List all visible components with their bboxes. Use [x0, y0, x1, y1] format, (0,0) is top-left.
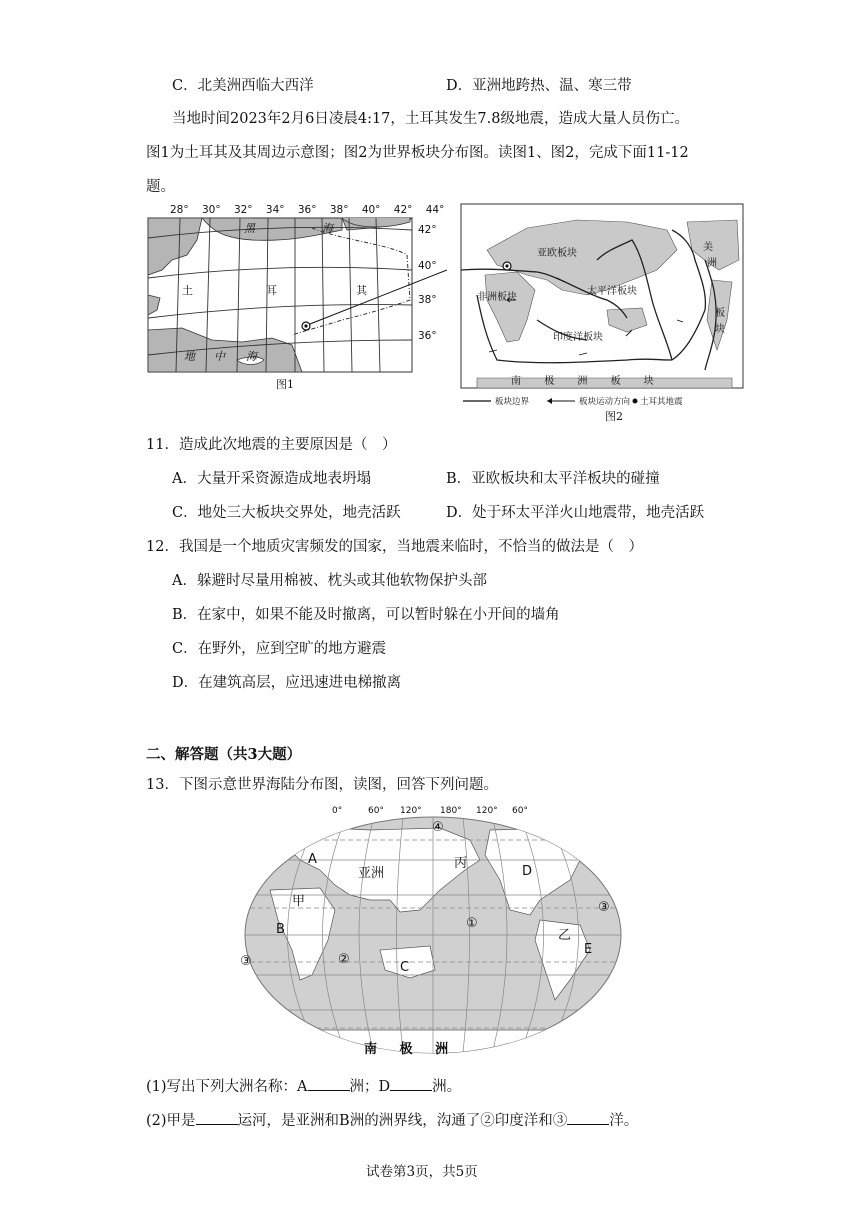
q11-stem: 11．造成此次地震的主要原因是（ ）: [146, 437, 397, 453]
fig1-country-2: 耳: [266, 284, 277, 297]
fig2-america-2: 洲: [707, 258, 717, 269]
fig2-antarctic-5: 块: [643, 376, 654, 387]
intro-line-3: 题。: [146, 179, 175, 195]
intro-line-2: 图1为土耳其及其周边示意图；图2为世界板块分布图。读图1、图2，完成下面11-12: [146, 145, 689, 161]
fig2-antarctic-4: 板: [610, 376, 621, 387]
fig1-lon-36: 36°: [297, 204, 317, 216]
fig1-black-sea-1: 黑: [244, 222, 255, 235]
fig1-lon-labels: [170, 204, 444, 216]
fig2-america-1: 美: [703, 242, 713, 253]
fig1-med-3: 海: [246, 350, 257, 363]
map-label-b: B: [276, 922, 285, 937]
fig2-african: 非洲板块: [477, 292, 517, 303]
fig2-legend-boundary: 板块边界: [495, 397, 530, 407]
fig1-med-2: 中: [214, 350, 225, 363]
map-lon-120: 120°: [400, 806, 422, 816]
q12-option-a[interactable]: A．躲避时尽量用棉被、枕头或其他软物保护头部: [172, 573, 487, 589]
q13-stem: 13．下图示意世界海陆分布图，读图，回答下列问题。: [146, 777, 498, 793]
q11-option-c[interactable]: C．地处三大板块交界处，地壳活跃: [172, 505, 401, 521]
q13-sub2-prefix: (2)甲是: [146, 1113, 196, 1129]
q13-sub2-blank-ocean[interactable]: [567, 1110, 609, 1125]
q12-stem: 12．我国是一个地质灾害频发的国家，当地震来临时，不恰当的做法是（ ）: [146, 539, 643, 555]
fig2-america-side-1: 板: [715, 308, 725, 319]
q12-option-b[interactable]: B．在家中，如果不能及时撤离，可以暂时躲在小开间的墙角: [172, 607, 560, 623]
figure-1-turkey-map: [142, 200, 447, 396]
fig2-america-top: [703, 240, 717, 272]
fig1-lon-38: 38°: [329, 204, 349, 216]
fig1-med-1: 地: [184, 350, 195, 363]
fig2-legend-quake: 土耳其地震: [640, 397, 683, 407]
map-label-asia: 亚洲: [358, 866, 385, 881]
fig1-lon-32: 32°: [233, 204, 253, 216]
fig2-caption: 图2: [605, 410, 623, 423]
map-antarctica-1: 南: [364, 1042, 378, 1057]
map-label-e: E: [584, 942, 593, 957]
intro-line-1: 当地时间2023年2月6日凌晨4:17，土耳其发生7.8级地震，造成大量人员伤亡。: [172, 111, 689, 127]
fig1-lat-40: 40°: [418, 260, 437, 272]
q13-sub1-blank-a[interactable]: [308, 1076, 350, 1091]
map-label-bing: 丙: [454, 856, 468, 871]
fig1-country-1: 土: [182, 284, 193, 297]
q13-sub1: [146, 1075, 461, 1096]
fig1-lon-44: 44°: [425, 204, 445, 216]
fig2-eurasian: 亚欧板块: [537, 248, 577, 259]
fig2-pacific: 太平洋板块: [587, 286, 637, 297]
q13-sub2-suffix: 洋。: [609, 1113, 639, 1129]
q13-sub1-blank-d[interactable]: [390, 1076, 432, 1091]
q12-option-d[interactable]: D．在建筑高层，应迅速进电梯撤离: [172, 675, 402, 691]
q13-sub1-mid: 洲；D: [349, 1079, 391, 1095]
fig1-lon-42: 42°: [393, 204, 413, 216]
fig2-america-side: [715, 306, 725, 338]
fig2-legend-direction: 板块运动方向: [579, 397, 631, 407]
fig2-indian: 印度洋板块: [553, 332, 603, 343]
q11-option-d[interactable]: D．处于环太平洋火山地震带，地壳活跃: [446, 505, 705, 521]
map-antarctica-2: 极: [399, 1042, 413, 1057]
fig1-lat-38: 38°: [418, 294, 437, 306]
fig2-america-side-2: 块: [715, 324, 725, 335]
map-label-o2: ②: [338, 952, 350, 967]
fig1-caption: 图1: [276, 378, 294, 391]
q11-option-a[interactable]: A．大量开采资源造成地表坍塌: [172, 471, 371, 487]
fig1-lon-28: 28°: [170, 204, 189, 216]
q12-option-c[interactable]: C．在野外，应到空旷的地方避震: [172, 641, 387, 657]
fig2-antarctic-1: 南: [511, 376, 521, 387]
map-lon-0: 0°: [332, 806, 343, 816]
fig1-lon-34: 34°: [265, 204, 285, 216]
map-label-yi: 乙: [558, 928, 572, 943]
map-label-jia: 甲: [292, 894, 306, 909]
map-lon-180: 180°: [440, 806, 462, 816]
map-lon-120w: 120°: [476, 806, 498, 816]
q13-sub2: [146, 1109, 638, 1130]
fig1-lat-36: 36°: [418, 330, 437, 342]
map-antarctica-3: 洲: [435, 1042, 449, 1057]
map-label-o4: ④: [432, 820, 444, 835]
q13-sub1-prefix: (1)写出下列大洲名称：A: [146, 1079, 308, 1095]
page-footer: 试卷第3页，共5页: [366, 1164, 478, 1180]
map-label-o1: ①: [466, 916, 478, 931]
map-label-d: D: [522, 864, 533, 879]
option-d-prev: D．亚洲地跨热、温、寒三带: [446, 78, 632, 94]
map-label-o3-west: ③: [240, 954, 252, 969]
fig1-lon-40: 40°: [361, 204, 381, 216]
q13-sub2-blank-canal[interactable]: [196, 1110, 238, 1125]
map-label-c: C: [400, 960, 410, 975]
fig2-antarctic: [511, 372, 654, 387]
fig1-country-3: 其: [356, 284, 367, 297]
map-label-antarctica: [364, 1038, 448, 1057]
q13-sub2-mid: 运河，是亚洲和B洲的洲界线，沟通了②印度洋和③: [237, 1113, 568, 1129]
section-2-title: 二、解答题（共3大题）: [146, 746, 302, 763]
world-map: [240, 800, 626, 1058]
fig2-antarctic-3: 洲: [577, 376, 588, 387]
q11-option-b[interactable]: B．亚欧板块和太平洋板块的碰撞: [446, 471, 660, 487]
map-label-o3-east: ③: [598, 900, 610, 915]
figure-2-plate-map: [457, 200, 747, 425]
fig1-lat-42: 42°: [418, 224, 437, 236]
map-lon-60w: 60°: [512, 806, 528, 816]
map-lon-60: 60°: [368, 806, 384, 816]
q13-sub1-suffix: 洲。: [432, 1079, 462, 1095]
option-c-prev: C．北美洲西临大西洋: [172, 78, 314, 94]
fig1-black-sea-2: 海: [322, 222, 333, 235]
map-label-a: A: [308, 852, 317, 867]
fig2-antarctic-2: 极: [544, 376, 555, 387]
fig1-lon-30: 30°: [201, 204, 221, 216]
